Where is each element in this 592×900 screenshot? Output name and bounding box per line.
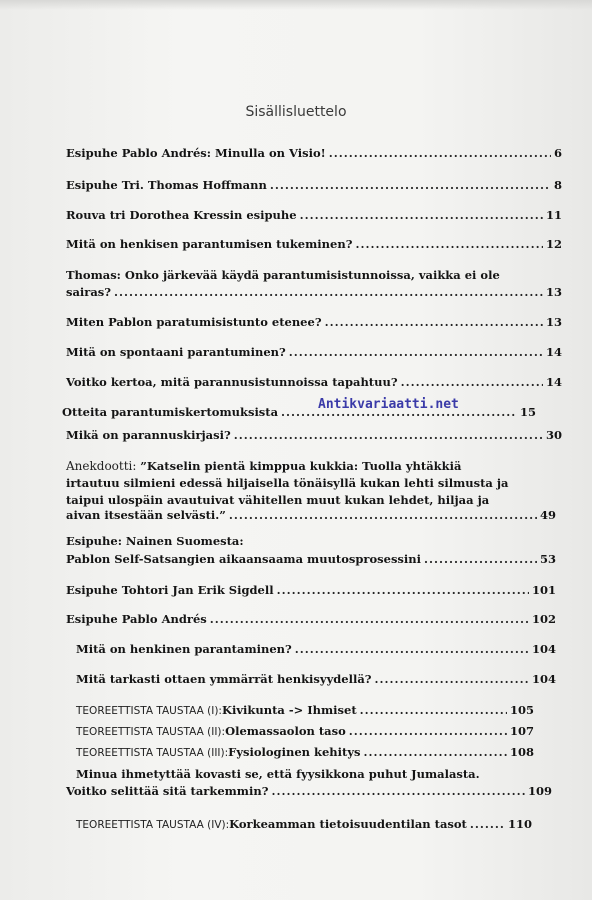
page-edge-shadow <box>0 0 592 10</box>
toc-leader <box>470 817 505 831</box>
toc-entry-title: Esipuhe Pablo Andrés: Minulla on Visio! <box>66 146 326 160</box>
toc-entry-title: Korkeamman tietoisuudentilan tasot <box>229 817 467 831</box>
toc-entry <box>66 784 552 798</box>
toc-entry <box>66 508 556 522</box>
toc-leader <box>375 672 529 686</box>
toc-entry-title: Esipuhe Tohtori Jan Erik Sigdell <box>66 583 274 597</box>
toc-entry-prefix: TEOREETTISTA TAUSTAA (IV): <box>76 819 230 831</box>
toc-entry-page: 8 <box>553 178 562 192</box>
toc-entry-page: 110 <box>507 817 532 831</box>
toc-entry-page: 15 <box>519 405 536 419</box>
anecdote-prefix: Anekdootti: <box>66 459 141 473</box>
toc-entry <box>76 817 532 831</box>
toc-entry-title: Voitko kertoa, mitä parannusistunnoissa tapahtuu? <box>66 375 398 389</box>
toc-entry <box>76 642 556 656</box>
toc-entry-prefix: TEOREETTISTA TAUSTAA (I): <box>76 705 222 717</box>
toc-entry-line: taipui ulospäin avautuivat vähitellen muut kukan lehdet, hiljaa ja <box>66 493 490 507</box>
toc-entry-prefix: TEOREETTISTA TAUSTAA (III): <box>76 747 229 759</box>
toc-entry-title: Fysiologinen kehitys <box>228 745 361 759</box>
toc-entry-page: 101 <box>531 583 556 597</box>
toc-entry-page: 49 <box>539 508 556 522</box>
toc-leader <box>355 237 543 251</box>
toc-entry-page: 107 <box>509 724 534 738</box>
toc-leader <box>364 745 507 759</box>
toc-leader <box>210 612 529 626</box>
page-title: Sisällisluettelo <box>245 104 347 120</box>
toc-leader <box>289 345 543 359</box>
toc-entry-page: 30 <box>545 428 562 442</box>
toc-entry <box>66 237 562 251</box>
toc-entry <box>66 146 562 160</box>
toc-leader <box>360 703 507 717</box>
toc-entry <box>66 208 562 222</box>
toc-leader <box>229 508 537 522</box>
toc-entry <box>66 285 562 299</box>
toc-entry-page: 6 <box>553 146 562 160</box>
toc-leader <box>270 178 551 192</box>
toc-entry-page: 104 <box>531 642 556 656</box>
toc-leader <box>271 784 525 798</box>
toc-entry-page: 109 <box>527 784 552 798</box>
toc-entry-title: sairas? <box>66 285 112 299</box>
toc-entry-line: Esipuhe: Nainen Suomesta: <box>66 534 244 548</box>
toc-entry <box>66 428 562 442</box>
toc-entry <box>66 375 562 389</box>
toc-entry-page: 105 <box>509 703 534 717</box>
toc-entry-title: Mitä on henkisen parantumisen tukeminen? <box>66 237 353 251</box>
toc-entry-page: 14 <box>545 375 562 389</box>
toc-leader <box>234 428 543 442</box>
toc-entry-title: Rouva tri Dorothea Kressin esipuhe <box>66 208 297 222</box>
toc-leader <box>277 583 529 597</box>
toc-entry-title: Olemassaolon taso <box>225 724 346 738</box>
toc-entry <box>66 583 556 597</box>
toc-entry <box>66 612 556 626</box>
toc-leader <box>424 552 537 566</box>
toc-entry-title: Esipuhe Pablo Andrés <box>66 612 207 626</box>
watermark: Antikvariaatti.net <box>318 397 459 412</box>
toc-entry-title: Mitä tarkasti ottaen ymmärrät henkisyydellä? <box>76 672 372 686</box>
toc-entry <box>62 405 536 419</box>
toc-leader <box>300 208 543 222</box>
toc-leader <box>349 724 507 738</box>
toc-entry-line: Minua ihmetyttää kovasti se, että fyysikkona puhut Jumalasta. <box>76 767 480 781</box>
toc-entry-prefix: TEOREETTISTA TAUSTAA (II): <box>76 726 226 738</box>
toc-entry-line: Thomas: Onko järkevää käydä parantumisistunnoissa, vaikka ei ole <box>66 268 500 282</box>
toc-entry-title: Mikä on parannuskirjasi? <box>66 428 231 442</box>
toc-entry-page: 108 <box>509 745 534 759</box>
toc-entry-page: 102 <box>531 612 556 626</box>
toc-entry-title: aivan itsestään selvästi.” <box>66 508 226 522</box>
toc-entry-title: Voitko selittää sitä tarkemmin? <box>66 784 269 798</box>
toc-entry-line-text: ”Katselin pientä kimppua kukkia: Tuolla yhtäkkiä <box>140 459 462 473</box>
toc-entry <box>66 552 556 566</box>
toc-leader <box>401 375 543 389</box>
toc-entry <box>76 745 534 759</box>
toc-entry <box>66 315 562 329</box>
toc-leader <box>325 315 543 329</box>
toc-entry-page: 12 <box>545 237 562 251</box>
toc-entry-page: 14 <box>545 345 562 359</box>
toc-entry-title: Esipuhe Tri. Thomas Hoffmann <box>66 178 267 192</box>
toc-entry <box>76 672 556 686</box>
toc-entry-title: Miten Pablon paratumisistunto etenee? <box>66 315 322 329</box>
toc-entry <box>66 345 562 359</box>
toc-entry-line: irtautuu silmieni edessä hiljaisella tönäisyllä kukan lehti silmusta ja <box>66 476 509 490</box>
toc-entry-page: 13 <box>545 315 562 329</box>
toc-entry <box>76 724 534 738</box>
toc-entry-title: Kivikunta -> Ihmiset <box>221 703 357 717</box>
toc-entry-title: Mitä on spontaani parantuminen? <box>66 345 286 359</box>
toc-entry-title: Otteita parantumiskertomuksista <box>62 405 279 419</box>
toc-entry-page: 13 <box>545 285 562 299</box>
toc-entry-page: 53 <box>539 552 556 566</box>
toc-entry <box>66 178 562 192</box>
toc-leader <box>329 146 551 160</box>
toc-entry-line <box>66 459 461 473</box>
toc-leader <box>295 642 529 656</box>
toc-entry-page: 11 <box>545 208 562 222</box>
toc-entry-title: Mitä on henkinen parantaminen? <box>76 642 292 656</box>
toc-entry-title: Pablon Self-Satsangien aikaansaama muutosprosessini <box>66 552 421 566</box>
toc-entry <box>76 703 534 717</box>
toc-entry-page: 104 <box>531 672 556 686</box>
toc-leader <box>114 285 543 299</box>
